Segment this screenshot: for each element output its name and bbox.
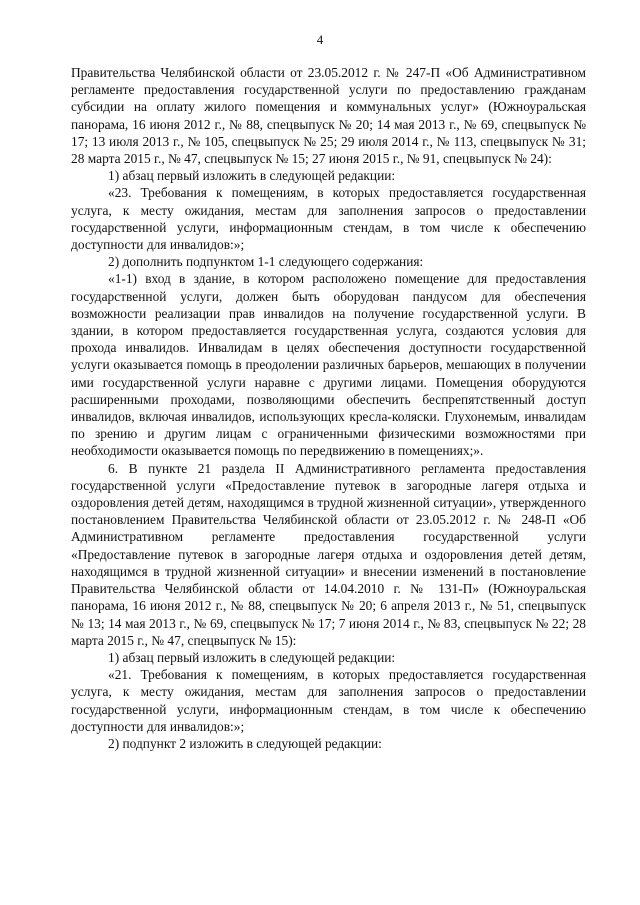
document-body — [71, 64, 586, 752]
paragraph-subitem-1-1: «1-1) вход в здание, в котором расположено помещение для предоставления государственной услуги, должен быть оборудован пандусом для обеспечения возможности реализации прав инвалидов на получение государственной услуги. В здании, в котором предоставляется государственная услуга, создаются условия для прохода инвалидов. Инвалидам в целях обеспечения доступности государственной услуги оказывается помощь в преодолении различных барьеров, мешающих в получении ими государственной услуги наравне с другими лицами. Помещения оборудуются расширенными проходами, позволяющими обеспечить беспрепятственный доступ инвалидов, включая инвалидов, использующих кресла-коляски. Глухонемым, инвалидам по зрению и другим лицам с ограниченными физическими возможностями при необходимости оказывается помощь по передвижению в помещениях;». — [71, 271, 586, 459]
paragraph-subitem-2: 2) дополнить подпунктом 1-1 следующего содержания: — [108, 254, 424, 270]
paragraph-clause-21: «21. Требования к помещениям, в которых предоставляется государственная услуга, к месту ожидания, местам для заполнения запросов о предоставлении государственной услуги, информационным стендам, в том числе к обеспечению доступности для инвалидов:»; — [71, 667, 586, 734]
paragraph-clause-23: «23. Требования к помещениям, в которых предоставляется государственная услуга, к месту ожидания, местам для заполнения запросов о предоставлении государственной услуги, информационным стендам, в том числе к обеспечению доступности для инвалидов:»; — [71, 185, 586, 253]
paragraph-continuation: Правительства Челябинской области от 23.05.2012 г. № 247-П «Об Административном регламенте предоставления государственной услуги по предоставлению гражданам субсидии на оплату жилого помещения и коммунальных услуг» (Южноуральская панорама, 16 июня 2012 г., № 88, спецвыпуск № 20; 14 мая 2013 г., № 69, спецвыпуск № 17; 13 июля 2013 г., № 105, спецвыпуск № 25; 29 июля 2014 г., № 113, спецвыпуск № 31; 28 марта 2015 г., № 47, спецвыпуск № 15; 27 июня 2015 г., № 91, спецвыпуск № 24): — [71, 65, 586, 167]
paragraph-subitem-1-second: 1) абзац первый изложить в следующей редакции: — [108, 649, 396, 665]
page-number: 4 — [316, 32, 324, 47]
paragraph-item-6: 6. В пункте 21 раздела II Административного регламента предоставления государственной услуги «Предоставление путевок в загородные лагеря отдыха и оздоровления детей детям, находящимся в трудной жизненной ситуации», утвержденного постановлением Правительства Челябинской области от 23.05.2012 г. № 248-П «Об Административном регламенте предоставления государственной услуги «Предоставление путевок в загородные лагеря отдыха и оздоровления детей детям, находящимся в трудной жизненной ситуации» и внесении изменений в постановление Правительства Челябинской области от 14.04.2010 г. № 131-П» (Южноуральская панорама, 16 июня 2012 г., № 88, спецвыпуск № 20; 6 апреля 2013 г., № 51, спецвыпуск № 13; 14 мая 2013 г., № 69, спецвыпуск № 17; 7 июня 2014 г., № 83, спецвыпуск № 22; 28 марта 2015 г., № 47, спецвыпуск № 15): — [71, 460, 586, 648]
paragraph-subitem-1: 1) абзац первый изложить в следующей редакции: — [108, 168, 396, 184]
paragraph-subitem-2-second: 2) подпункт 2 изложить в следующей редакции: — [108, 735, 382, 751]
